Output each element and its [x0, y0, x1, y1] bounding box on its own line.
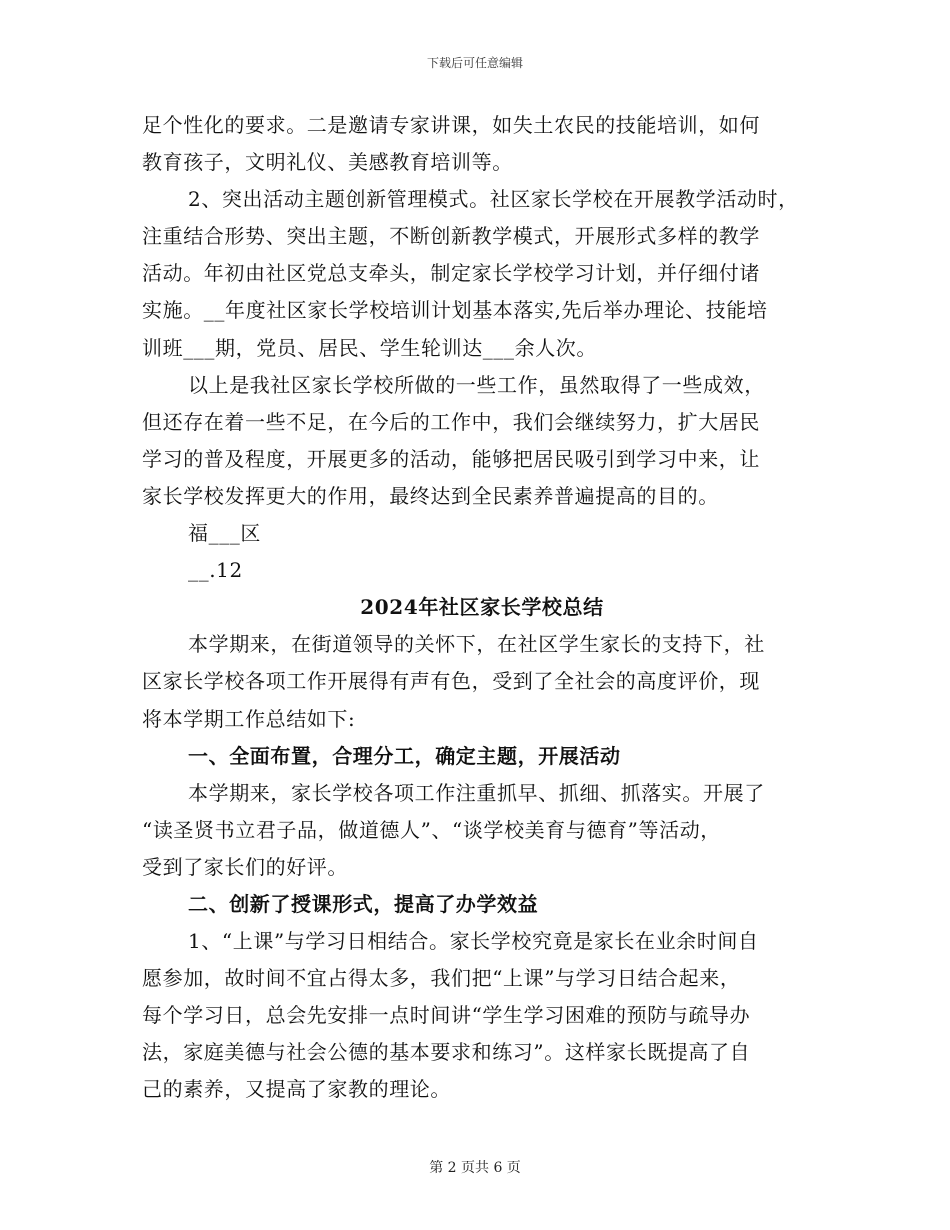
paragraph-line: 训班___期，党员、居民、学生轮训达___余人次。: [142, 335, 597, 360]
paragraph-line: 己的素养，又提高了家教的理论。: [142, 1077, 451, 1102]
paragraph-line: “读圣贤书立君子品，做道德人”、“谈学校美育与德育”等活动，: [142, 817, 721, 842]
section-title: 2024年社区家长学校总结: [360, 595, 604, 620]
paragraph-line: 受到了家长们的好评。: [142, 854, 348, 879]
paragraph-line: 活动。年初由社区党总支牵头，制定家长学校学习计划，并仔细付诸: [142, 261, 760, 286]
paragraph-line: 本学期来，家长学校各项工作注重抓早、抓细、抓落实。开展了: [188, 780, 765, 805]
section-heading: 二、创新了授课形式，提高了办学效益: [188, 891, 539, 916]
paragraph-line: 以上是我社区家长学校所做的一些工作，虽然取得了一些成效，: [188, 372, 765, 397]
paragraph-line: 家长学校发挥更大的作用，最终达到全民素养普遍提高的目的。: [142, 483, 719, 508]
page-footer: 第 2 页共 6 页: [429, 1160, 521, 1176]
paragraph-line: 将本学期工作总结如下:: [142, 706, 356, 731]
paragraph-line: 注重结合形势、突出主题，不断创新教学模式，开展形式多样的教学: [142, 224, 760, 249]
paragraph-line: 1、“上课”与学习日相结合。家长学校究竟是家长在业余时间自: [188, 929, 759, 954]
section-heading: 一、全面布置，合理分工，确定主题，开展活动: [188, 743, 621, 768]
page-header: 下载后可任意编辑: [426, 56, 523, 70]
paragraph-line: 学习的普及程度，开展更多的活动，能够把居民吸引到学习中来，让: [142, 446, 760, 471]
paragraph-line: 教育孩子，文明礼仪、美感教育培训等。: [142, 150, 513, 175]
paragraph-line: 每个学习日，总会先安排一点时间讲“学生学习困难的预防与疏导办: [142, 1003, 751, 1028]
paragraph-line: 足个性化的要求。二是邀请专家讲课，如失土农民的技能培训，如何: [142, 113, 760, 137]
date-line: __.12: [188, 558, 243, 583]
paragraph-line: 本学期来，在街道领导的关怀下，在社区学生家长的支持下，社: [188, 632, 765, 657]
signature-line: 福___区: [188, 521, 261, 546]
paragraph-line: 愿参加，故时间不宜占得太多，我们把“上课”与学习日结合起来，: [142, 966, 741, 991]
paragraph-line: 但还存在着一些不足，在今后的工作中，我们会继续努力，扩大居民: [142, 409, 760, 434]
paragraph-line: 实施。__年度社区家长学校培训计划基本落实,先后举办理论、技能培: [142, 298, 768, 323]
paragraph-line: 区家长学校各项工作开展得有声有色，受到了全社会的高度评价，现: [142, 669, 760, 694]
paragraph-line: 2、突出活动主题创新管理模式。社区家长学校在开展教学活动时，: [188, 187, 799, 212]
paragraph-line: 法，家庭美德与社会公德的基本要求和练习”。这样家长既提高了自: [142, 1040, 751, 1065]
document-body: [142, 107, 822, 1109]
